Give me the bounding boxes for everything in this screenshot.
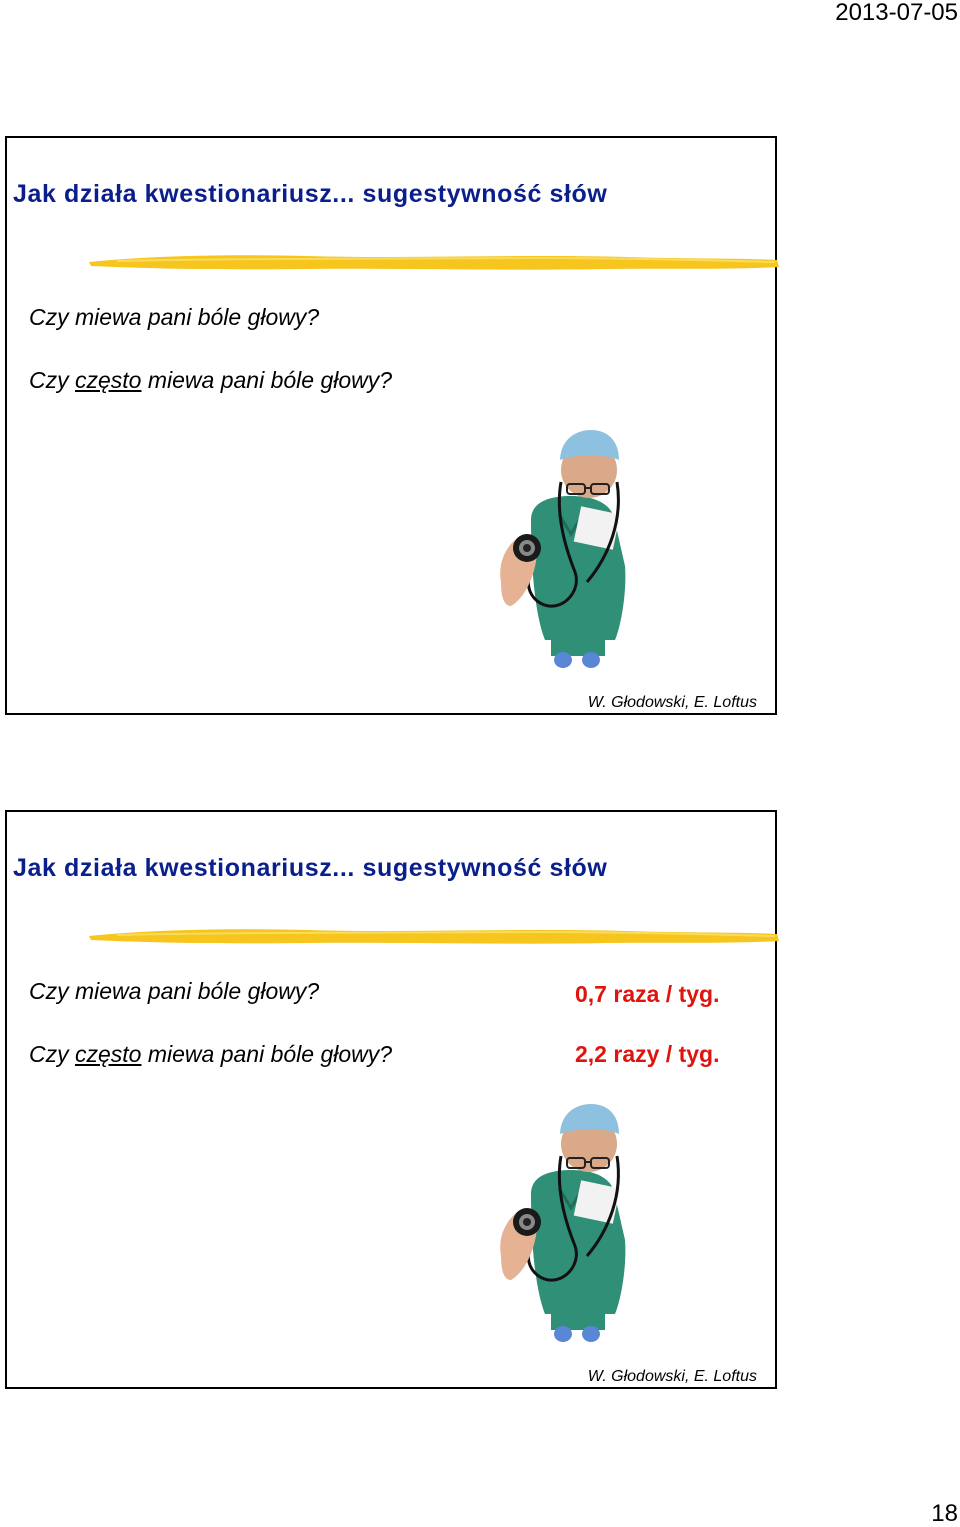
doctor-image	[491, 1104, 651, 1344]
underlined-word: często	[75, 367, 142, 393]
slide-title: Jak działa kwestionariusz... sugestywność słów	[13, 854, 608, 882]
question-1: Czy miewa pani bóle głowy?	[29, 978, 320, 1004]
highlighter-stroke	[87, 924, 779, 950]
slide-1	[5, 136, 777, 715]
question-2: Czy często miewa pani bóle głowy?	[29, 367, 393, 393]
underlined-word: często	[75, 1041, 142, 1067]
slide-2	[5, 810, 777, 1389]
question-1: Czy miewa pani bóle głowy?	[29, 304, 320, 330]
highlighter-stroke	[87, 250, 779, 276]
page-date: 2013-07-05	[835, 0, 958, 26]
slide-title: Jak działa kwestionariusz... sugestywność słów	[13, 180, 608, 208]
question-2: Czy często miewa pani bóle głowy?	[29, 1041, 393, 1067]
answer-1: 0,7 raza / tyg.	[575, 981, 720, 1007]
doctor-image	[491, 430, 651, 670]
credit: W. Głodowski, E. Loftus	[587, 694, 757, 711]
answer-2: 2,2 razy / tyg.	[575, 1041, 720, 1067]
credit: W. Głodowski, E. Loftus	[587, 1368, 757, 1385]
page-number: 18	[931, 1500, 958, 1527]
